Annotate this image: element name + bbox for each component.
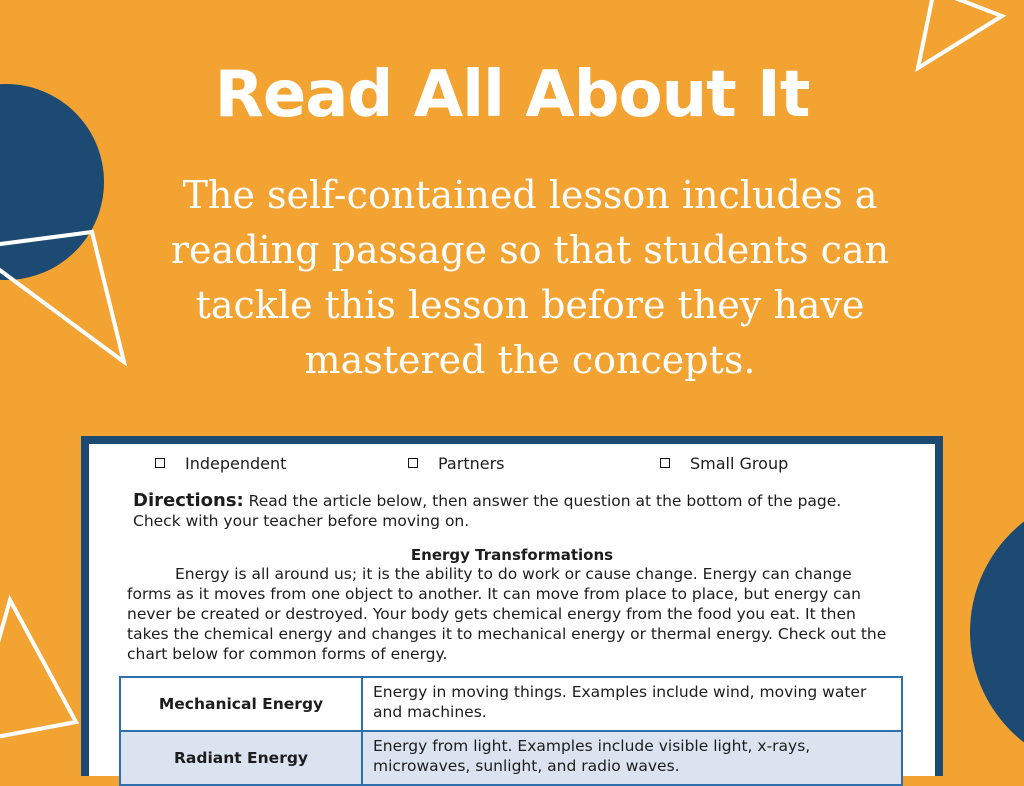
checkbox-icon [408,458,418,468]
worksheet-page [89,444,935,776]
directions-label: Directions: [133,490,244,511]
article-title: Energy Transformations [410,546,614,564]
option-independent [155,454,286,473]
page-title: Read All About It [214,58,810,132]
option-label: Partners [438,454,505,473]
navy-circle-right [970,492,1024,768]
directions [133,491,873,531]
energy-forms-table [119,676,903,786]
table-row [120,677,902,731]
checkbox-icon [155,458,165,468]
energy-form-name: Mechanical Energy [120,677,362,731]
page-subtitle: The self-contained lesson includes a reading passage so that students can tackle this lesson before they have mastered the concepts. [170,173,890,382]
energy-form-description: Energy in moving things. Examples include wind, moving water and machines. [362,677,902,731]
option-label: Independent [185,454,287,473]
option-small-group [660,454,788,473]
option-label: Small Group [690,454,789,473]
article-text: Energy is all around us; it is the ability to do work or cause change. Energy can change forms as it moves from one object to another. It can move from place to place, but energy can never be created or destroyed. Your body gets chemical energy from the food you eat. It then takes the chemical energy and changes it to mechanical energy or thermal energy. Check out the chart below for common forms of energy. [127,565,887,663]
grouping-options [155,454,855,474]
worksheet-preview [81,436,943,776]
energy-form-description: Energy from light. Examples include visible light, x-rays, microwaves, sunlight, and radio waves. [362,731,902,785]
option-partners [408,454,504,473]
energy-form-name: Radiant Energy [120,731,362,785]
table-row [120,731,902,785]
triangle-outline-bottom-left [0,600,76,742]
checkbox-icon [660,458,670,468]
directions-text: Read the article below, then answer the question at the bottom of the page. Check with your teacher before moving on. [133,492,842,530]
